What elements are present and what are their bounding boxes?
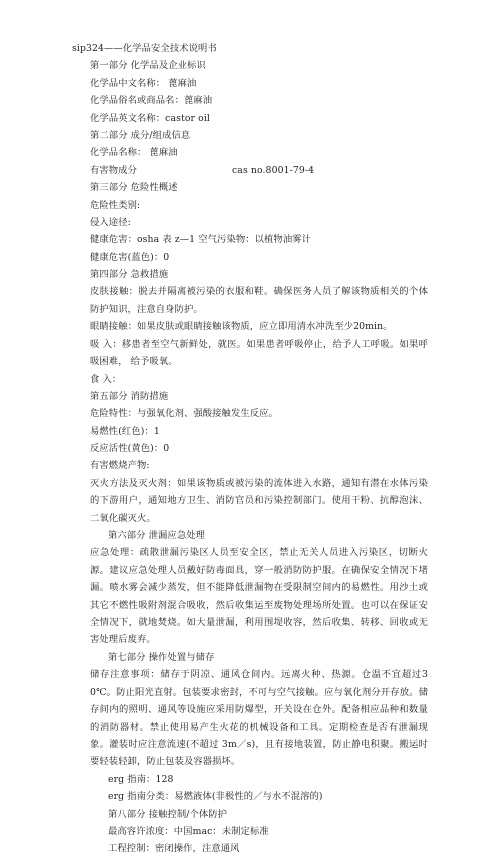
engineering-control: 工程控制：密闭操作，注意通风	[108, 843, 240, 855]
chemical-cn-name: 化学品中文名称： 蓖麻油	[90, 77, 197, 89]
storage-notes: 储存注意事项：储存于阴凉、通风仓间内。远离火种、热源。仓温不宜超过30℃。防止阳光直射。包装要求密封，不可与空气接触。应与氧化剂分开存放。储存间内的照明、通风等设施应采用防爆型，开关设在仓外。配备相应品种和数量的消防器材。禁止使用易产生火花的机械设备和工具。定期检查是否有泄漏现象。灌装时应注意流速(不超过 3m／s)，且有接地装置，防止静电积聚。搬运时要轻装轻卸，防止包装及容器损坏。	[90, 669, 428, 768]
erg-class: erg 指南分类：易燃液体(非极性的／与水不混溶的)	[108, 791, 323, 803]
section7-heading: 第七部分 操作处置与储存	[108, 651, 215, 663]
document-title: sip324——化学品安全技术说明书	[72, 43, 217, 54]
health-hazard: 健康危害：osha 表 z—1 空气污染物：以植物油雾计	[90, 234, 312, 246]
reactivity: 反应活性(黄色)：0	[90, 443, 170, 455]
first-aid-eye: 眼睛接触：如果皮肤或眼睛接触该物质，应立即用清水冲洗至少20min。	[90, 321, 393, 333]
hazard-component-label: 有害物成分	[90, 164, 137, 176]
section6-heading: 第六部分 泄漏应急处理	[108, 530, 206, 542]
fire-hazard: 危险特性：与强氧化剂、强酸接触发生反应。	[90, 408, 278, 420]
first-aid-inhale: 吸 入：移患者至空气新鲜处，就医。如果患者呼吸停止，给予人工呼吸。如果呼吸困难， 给予吸氧。	[90, 338, 428, 368]
entry-route: 侵入途径:	[90, 216, 131, 228]
chemical-en-name: 化学品英文名称：castor oil	[90, 112, 210, 124]
health-hazard-blue: 健康危害(蓝色)：0	[90, 251, 170, 263]
cas-number: cas no.8001-79-4	[232, 164, 315, 176]
section2-heading: 第二部分 成分/组成信息	[90, 129, 191, 141]
spill-response: 应急处理：疏散泄漏污染区人员至安全区，禁止无关人员进入污染区，切断火源。建议应急处理人员戴好防毒面具，穿一般消防防护服。在确保安全情况下堵漏。喷水雾会减少蒸发，但不能降低泄漏物在受限制空间内的易燃性。用沙土或其它不燃性吸附剂混合吸收，然后收集运至废物处理场所处置。也可以在保证安全情况下，就地焚烧。如大量泄漏，利用围堤收容，然后收集、转移、回收或无害处理后废弃。	[90, 547, 428, 646]
section5-heading: 第五部分 消防措施	[90, 390, 169, 402]
hazard-category: 危险性类别:	[90, 199, 141, 211]
section4-heading: 第四部分 急救措施	[90, 269, 169, 281]
erg-guide: erg 指南：128	[108, 773, 174, 785]
section1-heading: 第一部分 化学品及企业标识	[90, 60, 206, 72]
combustion-products: 有害燃烧产物:	[90, 460, 150, 472]
chemical-name: 化学品名称： 蓖麻油	[90, 147, 178, 159]
section8-heading: 第八部分 接触控制/个体防护	[108, 808, 228, 820]
document-body	[0, 40, 500, 858]
max-concentration: 最高容许浓度：中国mac：未制定标准	[108, 825, 269, 837]
first-aid-skin: 皮肤接触：脱去并隔离被污染的衣服和鞋。确保医务人员了解该物质相关的个体防护知识，注意自身防护。	[90, 286, 428, 315]
first-aid-ingest: 食 入：	[90, 373, 122, 385]
chemical-common-name: 化学品俗名或商品名：蓖麻油	[90, 95, 213, 107]
flammability: 易燃性(红色)：1	[90, 425, 160, 437]
extinguish-method: 灭火方法及灭火剂：如果该物质或被污染的流体进入水路，通知有潜在水体污染的下游用户，通知地方卫生、消防官员和污染控制部门。使用干粉、抗醇泡沫、二氧化碳灭火。	[90, 477, 428, 524]
section3-heading: 第三部分 危险性概述	[90, 182, 178, 194]
hazard-component-row	[0, 162, 500, 179]
